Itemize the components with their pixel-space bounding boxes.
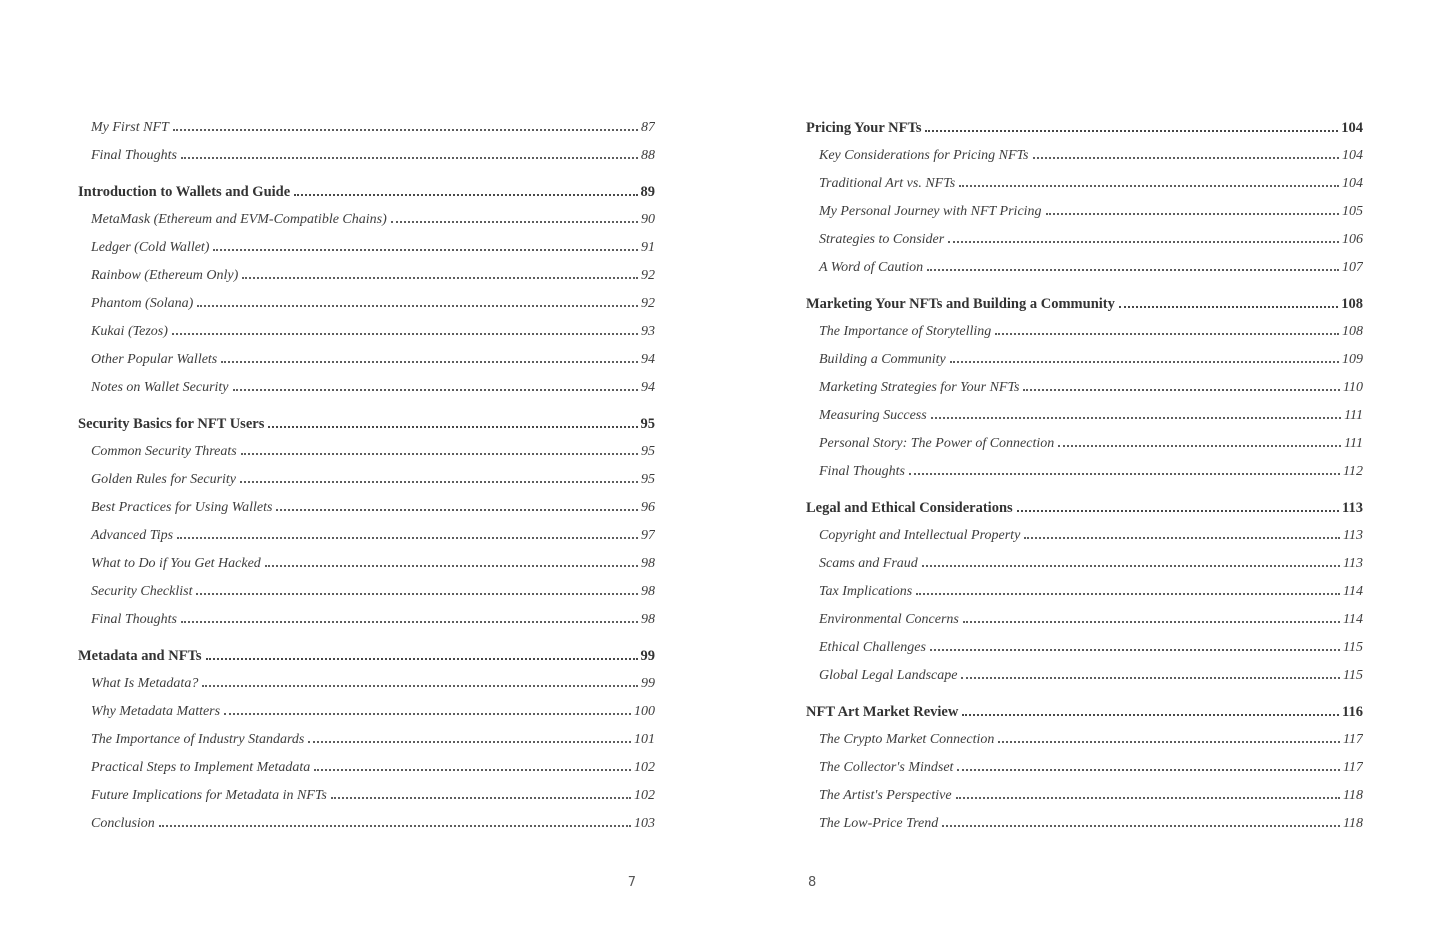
- toc-entry-page-number: 104: [1342, 176, 1363, 191]
- toc-entry-title: Kukai (Tezos): [91, 324, 168, 339]
- toc-entry-page-number: 99: [641, 676, 655, 691]
- toc-entry-page-number: 110: [1343, 380, 1363, 395]
- dotted-leader: [159, 825, 631, 827]
- dotted-leader: [202, 685, 638, 687]
- toc-entry-title: Why Metadata Matters: [91, 704, 221, 719]
- toc-entry[interactable]: [78, 142, 655, 170]
- toc-entry-title: What to Do if You Get Hacked: [91, 556, 261, 571]
- dotted-leader: [173, 129, 638, 131]
- toc-entry-page-number: 108: [1342, 324, 1363, 339]
- dotted-leader: [242, 277, 638, 279]
- toc-entry-title: Marketing Strategies for Your NFTs: [819, 380, 1020, 395]
- toc-entry[interactable]: [78, 374, 655, 402]
- toc-entry[interactable]: [78, 318, 655, 346]
- toc-section-header[interactable]: [78, 410, 655, 438]
- toc-entry-title: The Importance of Industry Standards: [91, 732, 305, 747]
- dotted-leader: [268, 426, 637, 428]
- toc-entry[interactable]: [78, 670, 655, 698]
- dotted-leader: [206, 658, 638, 660]
- toc-entry-page-number: 96: [641, 500, 655, 515]
- toc-entry-page-number: 109: [1342, 352, 1363, 367]
- dotted-leader: [181, 157, 638, 159]
- toc-entry-title: Ledger (Cold Wallet): [91, 240, 210, 255]
- page-number-footer-left: 7: [627, 875, 636, 890]
- page-number-footer-right: 8: [808, 875, 817, 890]
- toc-entry[interactable]: [806, 458, 1363, 486]
- dotted-leader: [240, 481, 638, 483]
- dotted-leader: [196, 593, 638, 595]
- toc-entry-title: Future Implications for Metadata in NFTs: [91, 788, 327, 803]
- toc-entry[interactable]: [78, 494, 655, 522]
- dotted-leader: [950, 361, 1339, 363]
- toc-entry-page-number: 113: [1343, 556, 1363, 571]
- dotted-leader: [961, 677, 1340, 679]
- toc-entry[interactable]: [806, 634, 1363, 662]
- toc-entry[interactable]: [78, 782, 655, 810]
- toc-entry-page-number: 102: [634, 788, 655, 803]
- toc-entry[interactable]: [78, 346, 655, 374]
- toc-entry[interactable]: [806, 578, 1363, 606]
- toc-column-right: [806, 114, 1363, 838]
- toc-entry-title: Traditional Art vs. NFTs: [819, 176, 956, 191]
- toc-entry-title: A Word of Caution: [819, 260, 924, 275]
- toc-entry-title: The Crypto Market Connection: [819, 732, 995, 747]
- toc-entry-page-number: 98: [641, 584, 655, 599]
- toc-entry-page-number: 106: [1342, 232, 1363, 247]
- toc-entry[interactable]: [78, 522, 655, 550]
- toc-entry-title: Final Thoughts: [819, 464, 905, 479]
- toc-entry-page-number: 103: [634, 816, 655, 831]
- dotted-leader: [1119, 306, 1338, 308]
- toc-entry-page-number: 115: [1343, 640, 1363, 655]
- toc-entry-title: My First NFT: [91, 120, 169, 135]
- toc-entry-page-number: 117: [1343, 732, 1363, 747]
- toc-entry-title: Building a Community: [819, 352, 946, 367]
- toc-entry[interactable]: [806, 606, 1363, 634]
- toc-page-7: [78, 0, 655, 929]
- toc-entry-page-number: 94: [641, 380, 655, 395]
- toc-entry-title: Ethical Challenges: [819, 640, 926, 655]
- toc-entry-page-number: 95: [641, 444, 655, 459]
- toc-entry-page-number: 114: [1343, 584, 1363, 599]
- toc-entry-title: Rainbow (Ethereum Only): [91, 268, 239, 283]
- toc-entry-page-number: 111: [1344, 408, 1363, 423]
- toc-entry-title: The Artist's Perspective: [819, 788, 952, 803]
- toc-entry-title: Marketing Your NFTs and Building a Community: [806, 296, 1115, 312]
- toc-entry-page-number: 89: [640, 184, 655, 200]
- toc-entry[interactable]: [78, 290, 655, 318]
- dotted-leader: [294, 194, 637, 196]
- toc-entry-title: Introduction to Wallets and Guide: [78, 184, 291, 200]
- toc-entry-page-number: 113: [1342, 500, 1363, 516]
- toc-entry[interactable]: [806, 522, 1363, 550]
- toc-section-header[interactable]: [806, 698, 1363, 726]
- dotted-leader: [265, 565, 638, 567]
- toc-entry-title: Final Thoughts: [91, 148, 177, 163]
- toc-entry-title: Pricing Your NFTs: [806, 120, 922, 136]
- toc-entry[interactable]: [78, 234, 655, 262]
- dotted-leader: [221, 361, 638, 363]
- toc-entry-title: Environmental Concerns: [819, 612, 959, 627]
- dotted-leader: [942, 825, 1340, 827]
- dotted-leader: [925, 130, 1338, 132]
- dotted-leader: [331, 797, 631, 799]
- toc-entry-title: Security Basics for NFT Users: [78, 416, 265, 432]
- toc-entry[interactable]: [806, 142, 1363, 170]
- dotted-leader: [963, 621, 1340, 623]
- toc-entry-page-number: 97: [641, 528, 655, 543]
- toc-entry-page-number: 114: [1343, 612, 1363, 627]
- toc-entry[interactable]: [806, 374, 1363, 402]
- toc-section-header[interactable]: [806, 114, 1363, 142]
- toc-section-header[interactable]: [806, 290, 1363, 318]
- dotted-leader: [931, 417, 1341, 419]
- toc-entry[interactable]: [78, 810, 655, 838]
- toc-entry[interactable]: [806, 254, 1363, 282]
- toc-entry-page-number: 104: [1341, 120, 1363, 136]
- toc-entry-page-number: 99: [640, 648, 655, 664]
- toc-entry[interactable]: [806, 318, 1363, 346]
- toc-entry[interactable]: [806, 430, 1363, 458]
- toc-entry[interactable]: [806, 402, 1363, 430]
- toc-entry-page-number: 105: [1342, 204, 1363, 219]
- toc-entry[interactable]: [806, 198, 1363, 226]
- toc-entry-page-number: 87: [641, 120, 655, 135]
- toc-entry[interactable]: [78, 262, 655, 290]
- toc-entry-title: Legal and Ethical Considerations: [806, 500, 1013, 516]
- toc-entry[interactable]: [806, 170, 1363, 198]
- dotted-leader: [1024, 537, 1340, 539]
- toc-entry-page-number: 93: [641, 324, 655, 339]
- toc-entry-page-number: 117: [1343, 760, 1363, 775]
- toc-entry[interactable]: [806, 782, 1363, 810]
- toc-entry-title: Global Legal Landscape: [819, 668, 958, 683]
- dotted-leader: [956, 797, 1340, 799]
- dotted-leader: [197, 305, 638, 307]
- toc-entry-title: My Personal Journey with NFT Pricing: [819, 204, 1042, 219]
- toc-entry-page-number: 98: [641, 612, 655, 627]
- toc-entry-title: Final Thoughts: [91, 612, 177, 627]
- toc-entry[interactable]: [78, 466, 655, 494]
- dotted-leader: [927, 269, 1339, 271]
- toc-entry-page-number: 92: [641, 268, 655, 283]
- toc-entry[interactable]: [78, 206, 655, 234]
- dotted-leader: [224, 713, 631, 715]
- toc-entry-page-number: 104: [1342, 148, 1363, 163]
- toc-entry-page-number: 95: [640, 416, 655, 432]
- toc-entry-title: What Is Metadata?: [91, 676, 199, 691]
- toc-entry-title: MetaMask (Ethereum and EVM-Compatible Chains): [91, 212, 387, 227]
- toc-entry-title: Measuring Success: [819, 408, 927, 423]
- toc-entry-page-number: 115: [1343, 668, 1363, 683]
- toc-entry[interactable]: [78, 698, 655, 726]
- toc-entry-title: Metadata and NFTs: [78, 648, 202, 664]
- toc-entry-page-number: 95: [641, 472, 655, 487]
- toc-entry-page-number: 98: [641, 556, 655, 571]
- toc-entry[interactable]: [806, 662, 1363, 690]
- dotted-leader: [959, 185, 1339, 187]
- toc-entry[interactable]: [806, 346, 1363, 374]
- toc-page-8: [806, 0, 1363, 929]
- toc-entry-page-number: 116: [1342, 704, 1363, 720]
- toc-section-header[interactable]: [78, 642, 655, 670]
- dotted-leader: [177, 537, 638, 539]
- toc-entry-title: Key Considerations for Pricing NFTs: [819, 148, 1029, 163]
- dotted-leader: [233, 389, 638, 391]
- toc-entry-page-number: 107: [1342, 260, 1363, 275]
- toc-entry-page-number: 118: [1343, 816, 1363, 831]
- toc-entry-page-number: 100: [634, 704, 655, 719]
- toc-entry-page-number: 101: [634, 732, 655, 747]
- toc-entry-title: Practical Steps to Implement Metadata: [91, 760, 311, 775]
- toc-entry-title: Personal Story: The Power of Connection: [819, 436, 1055, 451]
- toc-entry-title: Phantom (Solana): [91, 296, 194, 311]
- toc-entry-page-number: 94: [641, 352, 655, 367]
- toc-entry[interactable]: [806, 810, 1363, 838]
- toc-entry-title: Tax Implications: [819, 584, 913, 599]
- toc-entry[interactable]: [78, 550, 655, 578]
- dotted-leader: [930, 649, 1340, 651]
- toc-entry-title: Golden Rules for Security: [91, 472, 237, 487]
- toc-entry-title: The Collector's Mindset: [819, 760, 954, 775]
- toc-entry-page-number: 113: [1343, 528, 1363, 543]
- toc-entry-page-number: 92: [641, 296, 655, 311]
- dotted-leader: [1017, 510, 1339, 512]
- dotted-leader: [391, 221, 638, 223]
- toc-entry[interactable]: [78, 754, 655, 782]
- toc-entry-title: The Importance of Storytelling: [819, 324, 992, 339]
- toc-entry[interactable]: [78, 726, 655, 754]
- toc-entry-title: The Low-Price Trend: [819, 816, 939, 831]
- dotted-leader: [1033, 157, 1339, 159]
- toc-entry-page-number: 112: [1343, 464, 1363, 479]
- toc-entry-title: Strategies to Consider: [819, 232, 945, 247]
- toc-entry-page-number: 102: [634, 760, 655, 775]
- dotted-leader: [1023, 389, 1340, 391]
- toc-section-header[interactable]: [806, 494, 1363, 522]
- dotted-leader: [172, 333, 638, 335]
- toc-entry-title: Copyright and Intellectual Property: [819, 528, 1021, 543]
- toc-entry[interactable]: [78, 606, 655, 634]
- toc-entry[interactable]: [806, 726, 1363, 754]
- dotted-leader: [998, 741, 1340, 743]
- toc-entry-page-number: 91: [641, 240, 655, 255]
- toc-entry-title: Security Checklist: [91, 584, 193, 599]
- toc-entry-page-number: 88: [641, 148, 655, 163]
- toc-entry[interactable]: [78, 114, 655, 142]
- dotted-leader: [909, 473, 1340, 475]
- toc-entry-title: Conclusion: [91, 816, 155, 831]
- toc-entry-title: Best Practices for Using Wallets: [91, 500, 273, 515]
- dotted-leader: [276, 509, 638, 511]
- dotted-leader: [916, 593, 1340, 595]
- dotted-leader: [948, 241, 1339, 243]
- toc-section-header[interactable]: [78, 178, 655, 206]
- toc-entry-title: Advanced Tips: [91, 528, 174, 543]
- dotted-leader: [995, 333, 1339, 335]
- toc-entry-page-number: 111: [1344, 436, 1363, 451]
- toc-entry-page-number: 90: [641, 212, 655, 227]
- toc-column-left: [78, 114, 655, 838]
- toc-entry-title: Common Security Threats: [91, 444, 237, 459]
- toc-entry[interactable]: [806, 754, 1363, 782]
- toc-entry-title: Notes on Wallet Security: [91, 380, 229, 395]
- toc-entry[interactable]: [78, 578, 655, 606]
- toc-entry[interactable]: [806, 550, 1363, 578]
- toc-entry-title: NFT Art Market Review: [806, 704, 959, 720]
- dotted-leader: [308, 741, 631, 743]
- toc-entry-title: Other Popular Wallets: [91, 352, 218, 367]
- dotted-leader: [213, 249, 638, 251]
- dotted-leader: [962, 714, 1339, 716]
- toc-entry[interactable]: [78, 438, 655, 466]
- dotted-leader: [181, 621, 638, 623]
- dotted-leader: [241, 453, 638, 455]
- dotted-leader: [314, 769, 631, 771]
- toc-entry[interactable]: [806, 226, 1363, 254]
- toc-entry-page-number: 118: [1343, 788, 1363, 803]
- toc-entry-page-number: 108: [1341, 296, 1363, 312]
- toc-entry-title: Scams and Fraud: [819, 556, 918, 571]
- dotted-leader: [922, 565, 1340, 567]
- dotted-leader: [1058, 445, 1341, 447]
- dotted-leader: [957, 769, 1340, 771]
- dotted-leader: [1046, 213, 1339, 215]
